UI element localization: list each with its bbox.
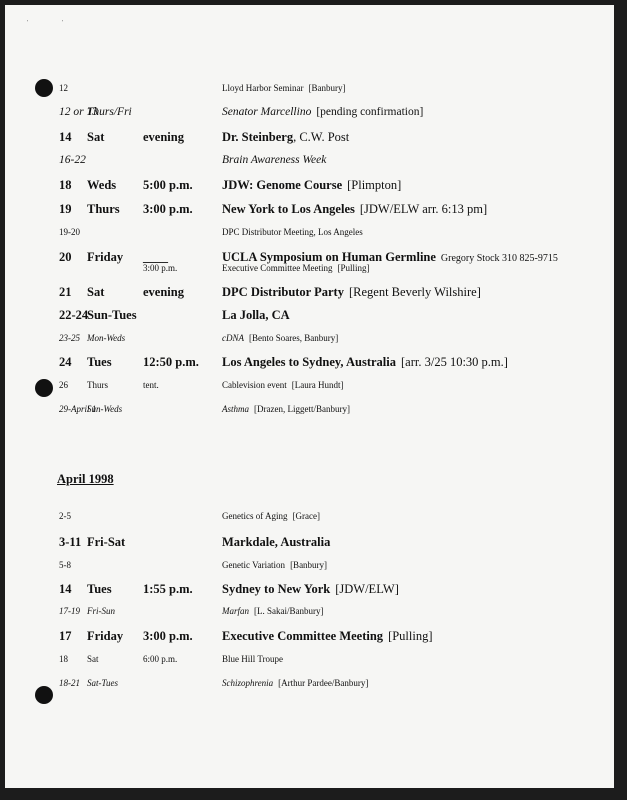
row-event: [222, 629, 433, 644]
row-event-title: Cablevision event: [222, 380, 287, 390]
row-note: [pending confirmation]: [316, 106, 424, 118]
row-date: 16-22: [59, 154, 86, 166]
row-event: [222, 178, 401, 193]
row-day: Sat: [87, 285, 105, 299]
row-event: [222, 560, 327, 570]
row-note: Gregory Stock 310 825-9715: [440, 253, 558, 264]
row-event-title: Executive Committee Meeting: [222, 629, 384, 643]
row-time: 1:55 p.m.: [143, 582, 193, 596]
punch-hole-top: [35, 79, 53, 97]
row-event: [222, 130, 349, 145]
row-day: Thurs: [87, 202, 120, 216]
row-note: [JDW/ELW]: [335, 582, 399, 596]
tick-mark: ': [62, 20, 64, 26]
row-event-title: Schizophrenia: [222, 678, 274, 688]
row-note: [Drazen, Liggett/Banbury]: [254, 404, 350, 414]
row-event: [222, 308, 295, 323]
row-event: [222, 106, 423, 118]
tick-mark: ': [27, 20, 29, 26]
row-event-title: Genetics of Aging: [222, 511, 288, 521]
row-event-title: JDW: Genome Course: [222, 178, 343, 192]
row-time: evening: [143, 130, 184, 144]
punch-hole-middle: [35, 379, 53, 397]
row-event: [222, 606, 323, 616]
row-date: 19: [59, 202, 72, 216]
row-event: [222, 202, 487, 217]
row-note: [Regent Beverly Wilshire]: [348, 285, 481, 299]
row-day: Sat-Tues: [87, 678, 119, 688]
row-note: [Laura Hundt]: [291, 380, 344, 390]
april-heading: April 1998: [57, 472, 114, 486]
row-event-title: La Jolla, CA: [222, 308, 290, 322]
row-note: [Plimpton]: [347, 178, 402, 192]
row-event: [222, 582, 399, 597]
row-event: [222, 154, 331, 166]
row-event-title: Markdale, Australia: [222, 535, 331, 549]
row-note: , C.W. Post: [293, 130, 350, 144]
row-event: [222, 511, 320, 521]
row-day: Fri-Sat: [87, 535, 126, 549]
row-event-title: Los Angeles to Sydney, Australia: [222, 355, 396, 369]
row-date: 14: [59, 130, 72, 144]
row-event: [222, 263, 370, 273]
row-time: 3:00 p.m.: [143, 263, 178, 273]
row-event: [222, 83, 345, 93]
row-event-title: Executive Committee Meeting: [222, 263, 333, 273]
row-event-title: New York to Los Angeles: [222, 202, 355, 216]
row-day: Sun-Tues: [87, 308, 137, 322]
row-day: Sun-Weds: [87, 404, 123, 414]
row-day: Thurs/Fri: [87, 106, 132, 118]
row-note: [Banbury]: [308, 83, 346, 93]
row-date: 17-19: [59, 606, 80, 616]
row-event-title: DPC Distributor Meeting, Los Angeles: [222, 227, 363, 237]
row-date: 18: [59, 654, 68, 664]
row-day: Weds: [87, 178, 117, 192]
row-day: Sat: [87, 130, 105, 144]
row-date: 22-24: [59, 308, 89, 322]
row-day: Friday: [87, 629, 124, 643]
row-event-title: UCLA Symposium on Human Germline: [222, 250, 436, 264]
row-day: Friday: [87, 250, 124, 264]
row-time: 12:50 p.m.: [143, 355, 199, 369]
row-date: 18: [59, 178, 72, 192]
row-date: 20: [59, 250, 72, 264]
row-day: Mon-Weds: [87, 333, 126, 343]
row-note: [Pulling]: [388, 629, 433, 643]
row-event: [222, 654, 288, 664]
row-time: 3:00 p.m.: [143, 202, 193, 216]
row-time: 3:00 p.m.: [143, 629, 193, 643]
row-event-title: Senator Marcellino: [222, 106, 312, 118]
row-date: 17: [59, 629, 72, 643]
row-event: [222, 535, 335, 550]
row-event-title: Marfan: [222, 606, 249, 616]
row-note: [Arthur Pardee/Banbury]: [278, 678, 369, 688]
row-note: [JDW/ELW arr. 6:13 pm]: [359, 202, 488, 216]
row-event: [222, 380, 343, 390]
row-time: evening: [143, 285, 184, 299]
row-date: 24: [59, 355, 72, 369]
row-day: Tues: [87, 582, 112, 596]
row-note: [Grace]: [292, 511, 320, 521]
row-event: [222, 227, 368, 237]
row-event-title: Genetic Variation: [222, 560, 286, 570]
row-date: 2-5: [59, 511, 71, 521]
row-event: [222, 678, 368, 688]
row-event: [222, 355, 508, 370]
row-event-title: Dr. Steinberg: [222, 130, 294, 144]
punch-hole-bottom: [35, 686, 53, 704]
row-event: [222, 404, 350, 414]
row-day: Sat: [87, 654, 99, 664]
row-time: 5:00 p.m.: [143, 178, 193, 192]
row-date: 18-21: [59, 678, 80, 688]
row-time: tent.: [143, 380, 159, 390]
row-event-title: Blue Hill Troupe: [222, 654, 284, 664]
row-date: 29-April 1: [59, 404, 97, 414]
row-event-title: cDNA: [222, 333, 244, 343]
row-date: 12: [59, 83, 68, 93]
row-note: [L. Sakai/Banbury]: [254, 606, 324, 616]
row-date: 21: [59, 285, 72, 299]
row-time: ____: [143, 250, 168, 264]
row-date: 23-25: [59, 333, 80, 343]
row-day: Tues: [87, 355, 112, 369]
document-page: [5, 5, 614, 788]
row-date: 19-20: [59, 227, 80, 237]
row-note: [arr. 3/25 10:30 p.m.]: [401, 355, 508, 369]
row-note: [Bento Soares, Banbury]: [249, 333, 339, 343]
row-day: Fri-Sun: [87, 606, 115, 616]
row-event-title: Sydney to New York: [222, 582, 331, 596]
row-date: 12 or 13: [59, 106, 98, 118]
row-event-title: DPC Distributor Party: [222, 285, 344, 299]
row-event: [222, 333, 338, 343]
row-date: 26: [59, 380, 68, 390]
row-day: Thurs: [87, 380, 108, 390]
row-date: 3-11: [59, 535, 82, 549]
row-note: [Pulling]: [337, 263, 370, 273]
row-event: [222, 285, 481, 300]
row-time: 6:00 p.m.: [143, 654, 178, 664]
row-note: [Banbury]: [290, 560, 328, 570]
row-date: 5-8: [59, 560, 71, 570]
row-event-title: Lloyd Harbor Seminar: [222, 83, 304, 93]
row-event-title: Asthma: [222, 404, 249, 414]
row-date: 14: [59, 582, 72, 596]
row-event-title: Brain Awareness Week: [222, 154, 327, 166]
